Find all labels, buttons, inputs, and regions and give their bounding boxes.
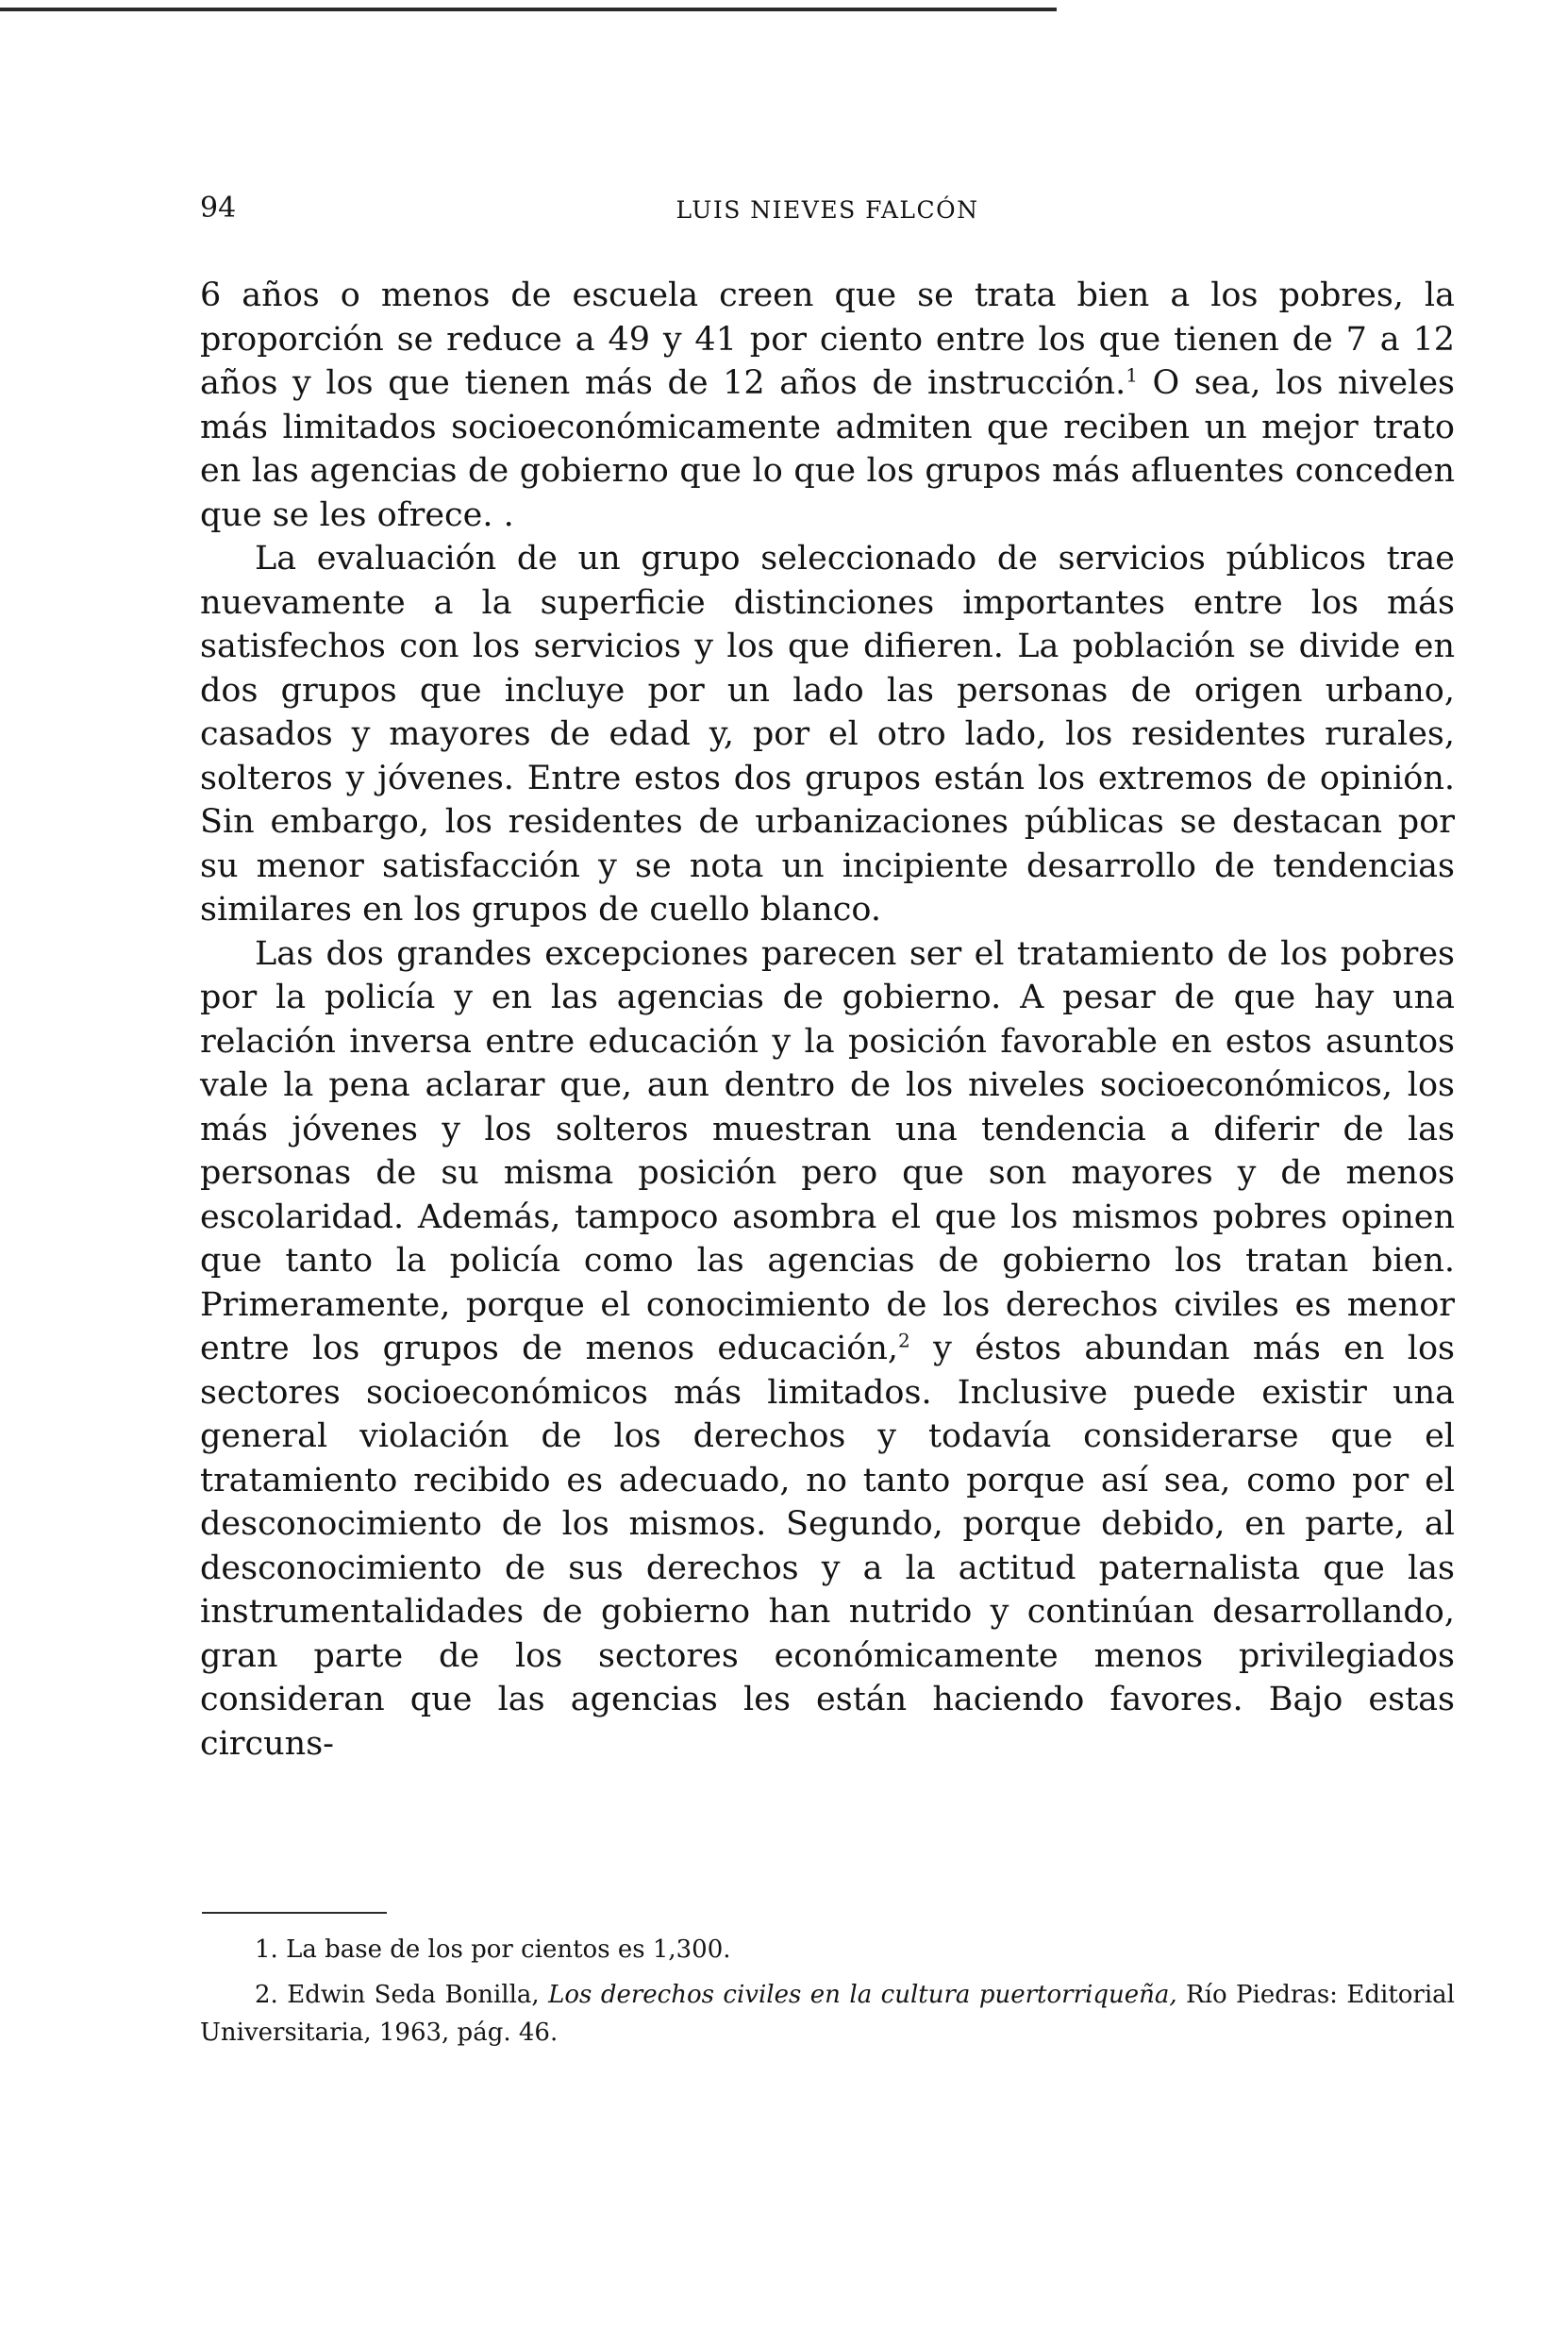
footnote-2 — [200, 1976, 1455, 2052]
footnote-2-rest: Río Piedras: Editorial Universitaria, 1963, pág. 46. — [200, 1981, 1455, 2047]
paragraph-1-part-a: 6 años o menos de escuela creen que se trata bien a los pobres, la proporción se reduce a 49 y 41 por ciento entre los que tienen de 7 a 12 años y los que tienen más de 12 años de instrucción. — [200, 276, 1455, 402]
footnotes — [200, 1931, 1455, 2059]
paragraph-3-part-b: y éstos abundan más en los sectores socioeconómicos más limitados. Inclusive puede existir una general violación de los derechos y todavía considerarse que el tratamiento recibido es adecuado, no tanto porque así sea, como por el desconocimiento de los mismos. Segundo, porque debido, en parte, al desconocimiento de sus derechos y a la actitud paternalista que las instrumentalidades de gobierno han nutrido y continúan desarrollando, gran parte de los sectores económicamente menos privilegiados consideran que las agencias les están haciendo favores. Bajo estas circuns- — [200, 1330, 1455, 1763]
footnote-ref-1: 1 — [1126, 363, 1138, 387]
footnote-separator — [202, 1912, 387, 1914]
footnote-ref-2: 2 — [898, 1329, 910, 1352]
paragraph-1 — [200, 274, 1455, 537]
footnote-1: 1. La base de los por cientos es 1,300. — [255, 1935, 731, 1964]
paragraph-3 — [200, 932, 1455, 1767]
footnote-2-title: Los derechos civiles en la cultura puertorriqueña, — [548, 1981, 1177, 2009]
page-number: 94 — [200, 192, 237, 225]
paragraph-2: La evaluación de un grupo seleccionado de servicios públicos trae nuevamente a la superficie distinciones importantes entre los más satisfechos con los servicios y los que difieren. La población se divide en dos grupos que incluye por un lado las personas de origen urbano, casados y mayores de edad y, por el otro lado, los residentes rurales, solteros y jóvenes. Entre estos dos grupos están los extremos de opinión. Sin embargo, los residentes de urbanizaciones públicas se destacan por su menor satisfacción y se nota un incipiente desarrollo de tendencias similares en los grupos de cuello blanco. — [200, 540, 1455, 929]
body-text — [200, 274, 1455, 1766]
paragraph-3-part-a: Las dos grandes excepciones parecen ser el tratamiento de los pobres por la policía y en las agencias de gobierno. A pesar de que hay una relación inversa entre educación y la posición favorable en estos asuntos vale la pena aclarar que, aun dentro de los niveles socioeconómicos, los más jóvenes y los solteros muestran una tendencia a diferir de las personas de su misma posición pero que son mayores y de menos escolaridad. Además, tampoco asombra el que los mismos pobres opinen que tanto la policía como las agencias de gobierno los tratan bien. Primeramente, porque el conocimiento de los derechos civiles es menor entre los grupos de menos educación, — [200, 934, 1455, 1367]
paragraph-1-part-b: O sea, los niveles más limitados socioeconómicamente admiten que reciben un mejor trato en las agencias de gobierno que lo que los grupos más afluentes conceden que se les ofrece. . — [200, 364, 1455, 534]
top-border-rule — [0, 8, 1057, 11]
page-header — [200, 189, 1455, 236]
running-head-author: LUIS NIEVES FALCÓN — [676, 196, 979, 224]
footnote-2-lead: 2. Edwin Seda Bonilla, — [255, 1981, 549, 2009]
